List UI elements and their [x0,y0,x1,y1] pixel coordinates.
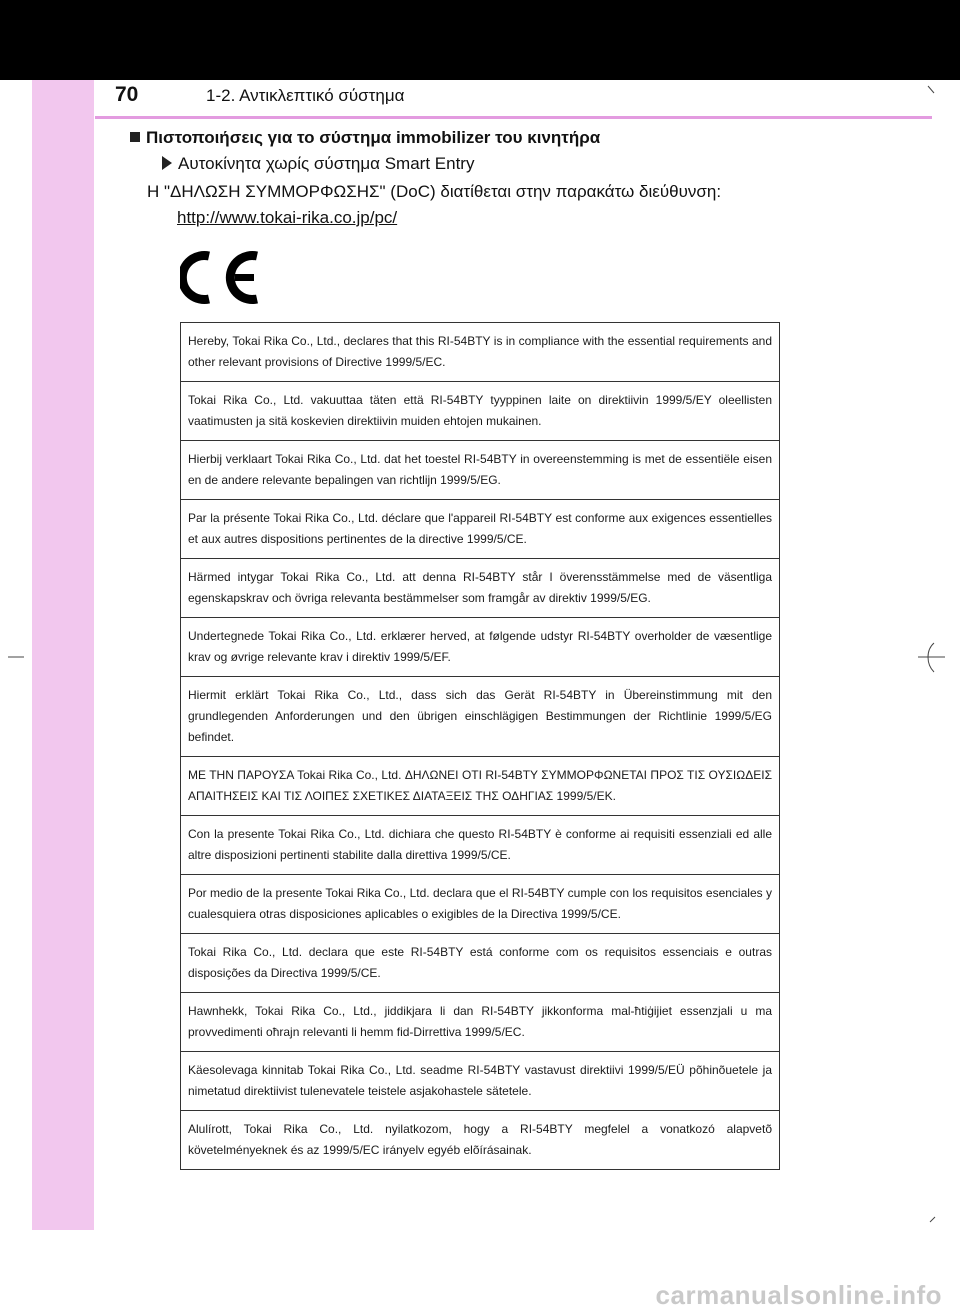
declaration-sv: Härmed intygar Tokai Rika Co., Ltd. att denna RI-54BTY står I överensstämmelse med de väsentliga egenskapskrav och övriga relevanta bestämmelser som framgår av direktiv 1999/5/EG. [181,559,780,618]
table-row [181,323,780,382]
table-row [181,500,780,559]
doc-url-link[interactable]: http://www.tokai-rika.co.jp/pc/ [177,208,398,227]
declaration-table [180,322,780,1170]
sub-heading [162,154,474,174]
declaration-et: Käesolevaga kinnitab Tokai Rika Co., Ltd. seadme RI-54BTY vastavust direktiivi 1999/5/EÜ põhinõuetele ja nimetatud direktiivist tulenevatele teistele asjakohastele sätetele. [181,1052,780,1111]
square-bullet-icon [130,132,140,142]
table-row [181,618,780,677]
table-row [181,993,780,1052]
table-row [181,677,780,757]
declaration-en: Hereby, Tokai Rika Co., Ltd., declares that this RI-54BTY is in compliance with the essential requirements and other relevant provisions of Directive 1999/5/EC. [181,323,780,382]
declaration-fr: Par la présente Tokai Rika Co., Ltd. déclare que l'appareil RI-54BTY est conforme aux exigences essentielles et aux autres dispositions pertinentes de la directive 1999/5/CE. [181,500,780,559]
header-rule [95,116,932,119]
declaration-es: Por medio de la presente Tokai Rika Co., Ltd. declara que el RI-54BTY cumple con los requisitos esenciales y cualesquiera otras disposiciones aplicables o exigibles de la Directiva 1999/5/CE. [181,875,780,934]
table-row [181,1052,780,1111]
sub-heading-text: Αυτοκίνητα χωρίς σύστημα Smart Entry [178,154,475,173]
table-row [181,1111,780,1170]
watermark-text: carmanualsonline.info [655,1280,942,1310]
table-row [181,875,780,934]
top-black-bar [0,0,960,80]
table-row [181,559,780,618]
table-row [181,934,780,993]
declaration-de: Hiermit erklärt Tokai Rika Co., Ltd., dass sich das Gerät RI-54BTY in Übereinstimmung mit den grundlegenden Anforderungen und den übrigen einschlägigen Bestimmungen der Richtlinie 1999/5/EG befindet. [181,677,780,757]
declaration-el: ΜΕ ΤΗΝ ΠΑΡΟΥΣΑ Tokai Rika Co., Ltd. ΔΗΛΩΝΕΙ ΟΤΙ RI-54BTY ΣΥΜΜΟΡΦΩΝΕΤΑΙ ΠΡΟΣ ΤΙΣ ΟΥΣΙΩΔΕΙΣ ΑΠΑΙΤΗΣΕΙΣ ΚΑΙ ΤΙΣ ΛΟΙΠΕΣ ΣΧΕΤΙΚΕΣ ΔΙΑΤΑΞΕΙΣ ΤΗΣ ΟΔΗΓΙΑΣ 1999/5/ΕΚ. [181,757,780,816]
section-title: 1-2. Αντικλεπτικό σύστημα [206,86,405,105]
page-number: 70 [115,83,139,106]
declaration-hu: Alulírott, Tokai Rika Co., Ltd. nyilatkozom, hogy a RI-54BTY megfelel a vonatkozó alapvetõ követelményeknek és az 1999/5/EC irányelv egyéb elõírásainak. [181,1111,780,1170]
declaration-fi: Tokai Rika Co., Ltd. vakuuttaa täten että RI-54BTY tyyppinen laite on direktiivin 1999/5/EY oleellisten vaatimusten ja sitä koskevien direktiivin muiden ehtojen mukainen. [181,382,780,441]
chapter-tab-sidebar [32,80,94,1230]
table-row [181,441,780,500]
declaration-it: Con la presente Tokai Rika Co., Ltd. dichiara che questo RI-54BTY è conforme ai requisiti essenziali ed alle altre disposizioni pertinenti stabilite dalla direttiva 1999/5/CE. [181,816,780,875]
declaration-pt: Tokai Rika Co., Ltd. declara que este RI-54BTY está conforme com os requisitos essenciais e outras disposições da Directiva 1999/5/CE. [181,934,780,993]
ce-mark-icon [180,250,265,305]
main-heading-text: Πιστοποιήσεις για το σύστημα immobilizer του κινητήρα [146,128,601,147]
triangle-bullet-icon [162,156,172,170]
declaration-mt: Hawnhekk, Tokai Rika Co., Ltd., jiddikjara li dan RI-54BTY jikkonforma mal-ħtiġijiet essenzjali u ma provvedimenti oħrajn relevanti li hemm fid-Dirrettiva 1999/5/EC. [181,993,780,1052]
main-heading [130,128,600,148]
table-row [181,816,780,875]
doc-statement: Η "ΔΗΛΩΣΗ ΣΥΜΜΟΡΦΩΣΗΣ" (DoC) διατίθεται στην παρακάτω διεύθυνση: [147,182,722,201]
declaration-da: Undertegnede Tokai Rika Co., Ltd. erklærer herved, at følgende udstyr RI-54BTY overholder de væsentlige krav og øvrige relevante krav i direktiv 1999/5/EF. [181,618,780,677]
table-row [181,382,780,441]
table-row [181,757,780,816]
declaration-nl: Hierbij verklaart Tokai Rika Co., Ltd. dat het toestel RI-54BTY in overeenstemming is met de essentiële eisen en de andere relevante bepalingen van richtlijn 1999/5/EG. [181,441,780,500]
